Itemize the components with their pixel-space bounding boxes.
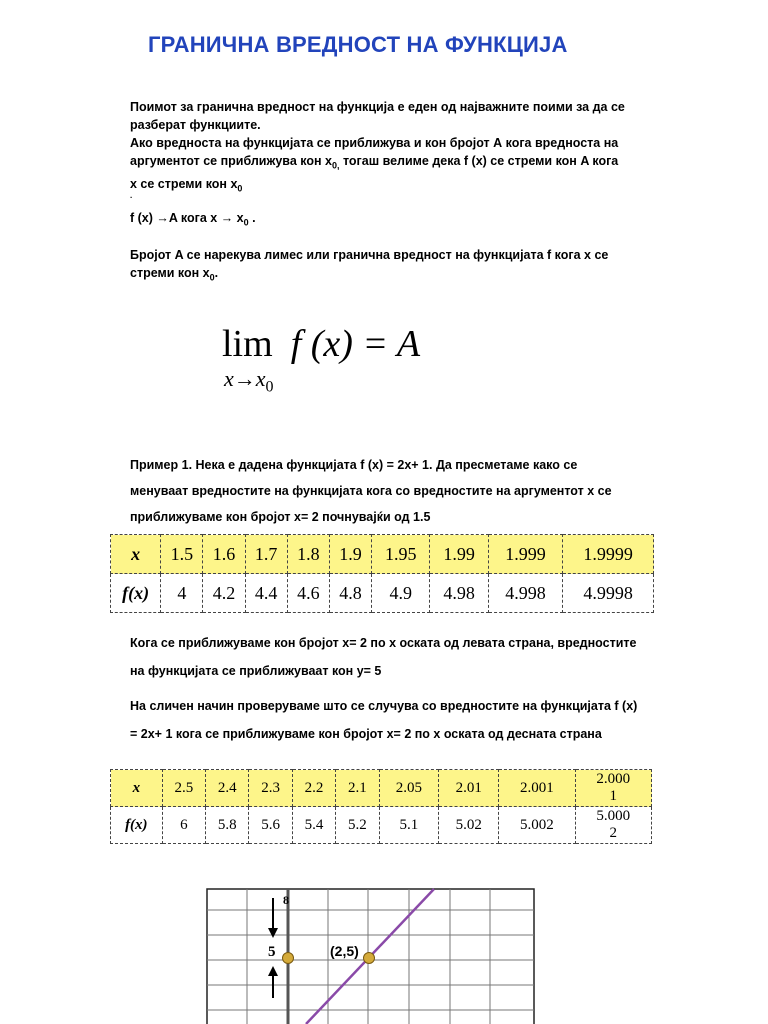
table-cell: 1.9 [329, 535, 371, 574]
right-approach-paragraph [130, 692, 650, 748]
table-cell: 2.05 [379, 770, 439, 807]
table-cell: 5.2 [336, 807, 379, 844]
paragraph-line: на функцијата се приближуваат кон y= 5 [130, 664, 382, 678]
table-cell: 1.8 [287, 535, 329, 574]
intro-line: Ако вредноста на функцијата се приближува и кон бројот А кога вредноста на [130, 136, 619, 150]
y-value-label: 5 [268, 944, 276, 960]
table-cell: 2.001 [499, 770, 575, 807]
table-cell: 4.2 [203, 574, 245, 613]
formula-condition: $x\to x_0$ [224, 366, 274, 396]
table-cell: 1.6 [203, 535, 245, 574]
table-cell: 1.9999 [563, 535, 654, 574]
table-cell: 4.9998 [563, 574, 654, 613]
table-row [111, 574, 654, 613]
table-cell: 4.4 [245, 574, 287, 613]
paragraph-line: Кога се приближуваме кон бројот x= 2 по x оската од левата страна, вредностите [130, 636, 637, 650]
table-cell: 2.5 [162, 770, 205, 807]
intro-line: разберат функциите. [130, 118, 261, 132]
table-header-cell: x [111, 535, 161, 574]
intro-paragraph [130, 98, 630, 197]
table-header-cell: f(x) [111, 807, 163, 844]
values-table-right [110, 769, 652, 844]
values-table-left [110, 534, 654, 613]
table-header-cell: f(x) [111, 574, 161, 613]
left-approach-paragraph [130, 629, 650, 685]
table-cell: 2.2 [292, 770, 335, 807]
table-cell: 5.002 [499, 807, 575, 844]
intro-line: x се стреми кон $x_0$ [130, 176, 243, 193]
table-cell: 4.998 [488, 574, 562, 613]
table-cell: 2.4 [206, 770, 249, 807]
graph-point [364, 953, 375, 964]
table-cell: 5.000 2 [575, 807, 651, 844]
example-line: Пример 1. Нека е дадена функцијата f (x) = 2x+ 1. Да пресметаме како се [130, 458, 578, 472]
table-cell: 4.9 [372, 574, 430, 613]
table-cell: 1.99 [430, 535, 488, 574]
stray-dot: . [130, 191, 133, 200]
limit-notation: f (x) →A кога $x \to x_0$ . [130, 211, 256, 228]
table-cell: 5.4 [292, 807, 335, 844]
example-line: менуваат вредностите на функцијата кога со вредностите на аргументот x се [130, 484, 612, 498]
formula-expression: f (x) = A [290, 323, 421, 365]
example-line: приближуваме кон бројот x= 2 почнувајќи од 1.5 [130, 510, 431, 524]
table-cell: 1.95 [372, 535, 430, 574]
definition-line: стреми кон $x_0$. [130, 266, 219, 283]
y-tick-label: 8 [283, 893, 289, 907]
table-cell: 2.1 [336, 770, 379, 807]
definition-line: Бројот A се нарекува лимес или гранична вредност на функцијата f кога x се [130, 248, 609, 262]
table-cell: 4.6 [287, 574, 329, 613]
table-cell: 2.000 1 [575, 770, 651, 807]
definition-paragraph [130, 246, 630, 287]
table-cell: 2.3 [249, 770, 292, 807]
table-cell: 4 [161, 574, 203, 613]
table-cell: 1.5 [161, 535, 203, 574]
example-paragraph [130, 452, 650, 530]
point-label: (2,5) [330, 943, 359, 959]
table-cell: 6 [162, 807, 205, 844]
table-cell: 5.8 [206, 807, 249, 844]
table-header-cell: x [111, 770, 163, 807]
table-cell: 1.999 [488, 535, 562, 574]
paragraph-line: = 2x+ 1 кога се приближуваме кон бројот x= 2 по x оската од десната страна [130, 727, 602, 741]
table-row [111, 535, 654, 574]
table-cell: 5.02 [439, 807, 499, 844]
table-row [111, 770, 652, 807]
limit-formula [222, 322, 421, 396]
intro-line: аргументот се приближува кон $x_{0,}$ тогаш велиме дека f (x) се стреми кон A кога [130, 154, 619, 171]
intro-line: Поимот за гранична вредност на функција е еден од најважните поими за да се [130, 100, 625, 114]
table-cell: 5.6 [249, 807, 292, 844]
table-cell: 2.01 [439, 770, 499, 807]
table-cell: 4.98 [430, 574, 488, 613]
table-cell: 1.7 [245, 535, 287, 574]
table-cell: 4.8 [329, 574, 371, 613]
formula-lim: lim [222, 323, 273, 365]
table-row [111, 807, 652, 844]
paragraph-line: На сличен начин проверуваме што се случува со вредностите на функцијата f (x) [130, 699, 638, 713]
y-axis-point [283, 953, 294, 964]
table-cell: 5.1 [379, 807, 439, 844]
page-title: ГРАНИЧНА ВРЕДНОСТ НА ФУНКЦИЈА [148, 32, 568, 57]
function-graph [206, 888, 536, 1024]
